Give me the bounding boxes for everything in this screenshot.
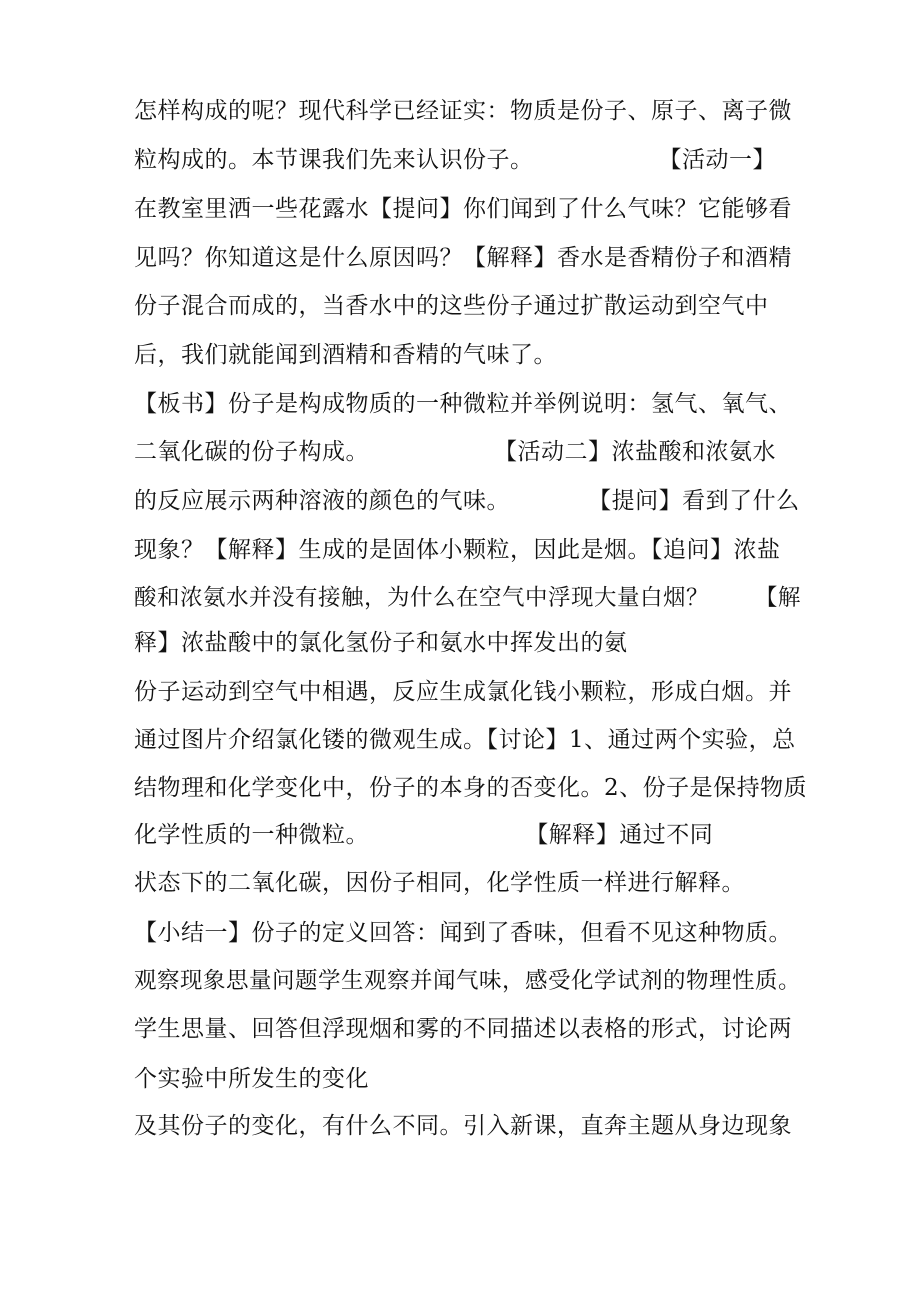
text-line-19: 观察现象思量问题学生观察并闻气味，感受化学试剂的物理性质。 xyxy=(134,968,802,994)
text-line-2: 粒构成的。本节课我们先来认识份子。 【活动一】 xyxy=(134,147,776,173)
text-line-7: 【板书】份子是构成物质的一种微粒并举例说明：氢气、氧气、 xyxy=(134,391,792,417)
text-line-5: 份子混合而成的，当香水中的这些份子通过扩散运动到空气中 xyxy=(134,293,769,319)
text-line-17: 状态下的二氧化碳，因份子相同，化学性质一样进行解释。 xyxy=(134,870,745,896)
text-line-13: 份子运动到空气中相遇，反应生成氯化钱小颗粒，形成白烟。并 xyxy=(134,679,792,705)
text-line-1: 怎样构成的呢？现代科学已经证实：物质是份子、原子、离子微 xyxy=(134,98,792,124)
text-line-22: 及其份子的变化，有什么不同。引入新课，直奔主题从身边现象 xyxy=(134,1113,792,1139)
text-line-10: 现象？【解释】生成的是固体小颗粒，因此是烟。【追问】浓盐 xyxy=(134,537,781,563)
text-line-15: 结物理和化学变化中，份子的本身的否变化。2、份子是保持物质 xyxy=(134,775,808,801)
text-line-14: 通过图片介绍氯化镂的微观生成。【讨论】1、通过两个实验，总 xyxy=(134,727,796,753)
text-line-16: 化学性质的一种微粒。 【解释】通过不同 xyxy=(134,822,714,848)
text-line-11: 酸和浓氨水并没有接触，为什么在空气中浮现大量白烟？ 【解 xyxy=(134,585,801,611)
text-line-8: 二氧化碳的份子构成。 【活动二】浓盐酸和浓氨水 xyxy=(134,439,776,465)
text-line-4: 见吗？你知道这是什么原因吗？【解释】香水是香精份子和酒精 xyxy=(134,245,792,271)
text-line-21: 个实验中所发生的变化 xyxy=(134,1066,369,1092)
text-line-3: 在教室里洒一些花露水【提问】你们闻到了什么气味？它能够看 xyxy=(134,196,792,222)
text-line-6: 后，我们就能闻到酒精和香精的气味了。 xyxy=(134,342,557,368)
text-line-18: 【小结一】份子的定义回答：闻到了香味，但看不见这种物质。 xyxy=(134,920,792,946)
text-line-9: 的反应展示两种溶液的颜色的气味。 【提问】看到了什么 xyxy=(134,488,800,514)
text-line-20: 学生思量、回答但浮现烟和雾的不同描述以表格的形式，讨论两 xyxy=(134,1016,792,1042)
text-line-12: 释】浓盐酸中的氯化氢份子和氨水中挥发出的氨 xyxy=(134,630,628,656)
